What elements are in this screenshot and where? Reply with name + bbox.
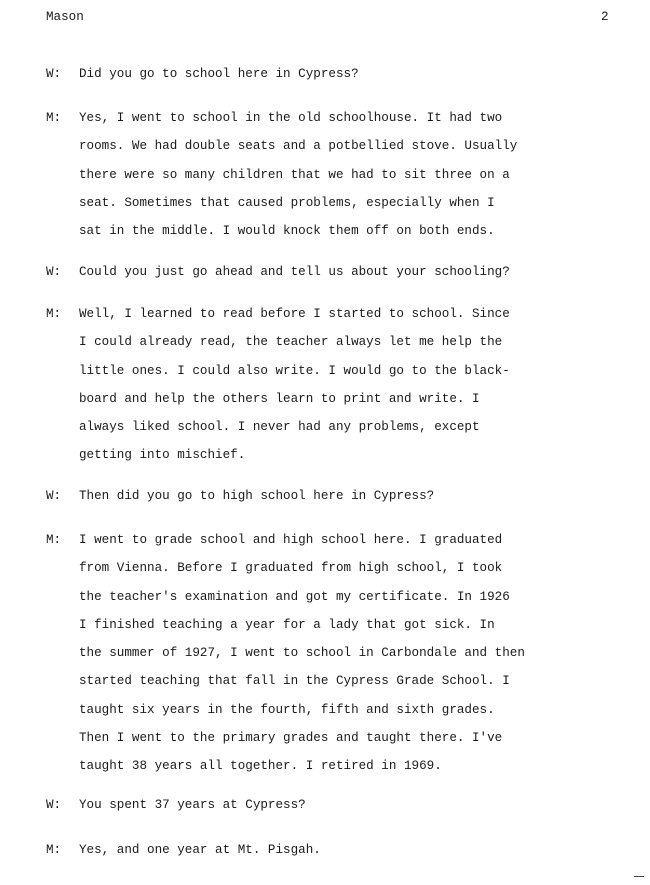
dialogue-line: Did you go to school here in Cypress? — [79, 67, 359, 81]
dialogue-line: Yes, and one year at Mt. Pisgah. — [79, 843, 321, 857]
dialogue-line: You spent 37 years at Cypress? — [79, 798, 306, 812]
page-number: 2 — [601, 10, 609, 24]
dialogue-line: the teacher's examination and got my certificate. In 1926 — [79, 589, 510, 604]
dialogue-line: always liked school. I never had any problems, except — [79, 420, 480, 435]
dialogue-turn — [46, 791, 606, 819]
dialogue-line: little ones. I could also write. I would go to the black- — [79, 363, 510, 378]
dialogue-line: sat in the middle. I would knock them off on both ends. — [79, 224, 495, 239]
header-name: Mason — [46, 10, 84, 24]
dialogue-line: the summer of 1927, I went to school in Carbondale and then — [79, 646, 525, 661]
dialogue-line: Yes, I went to school in the old schoolhouse. It had two — [79, 111, 503, 125]
dialogue-turn — [46, 482, 606, 510]
dialogue-line: started teaching that fall in the Cypress Grade School. I — [79, 674, 510, 689]
dialogue-line: board and help the others learn to print and write. I — [79, 391, 480, 406]
speaker-label: W: — [46, 265, 62, 279]
dialogue-line: taught 38 years all together. I retired in 1969. — [79, 759, 442, 774]
dialogue-turn — [46, 60, 606, 88]
dialogue-line: getting into mischief. — [79, 448, 246, 463]
speaker-label: W: — [46, 67, 62, 81]
dialogue-turn — [46, 526, 606, 781]
dialogue-line: I went to grade school and high school here. I graduated — [79, 533, 503, 547]
speaker-label: W: — [46, 489, 62, 503]
speaker-label: M: — [46, 533, 62, 547]
dialogue-line: seat. Sometimes that caused problems, especially when I — [79, 195, 495, 210]
dialogue-line: I could already read, the teacher always let me help the — [79, 335, 503, 350]
speaker-label: M: — [46, 111, 62, 125]
dialogue-turn — [46, 300, 606, 470]
dialogue-line: I finished teaching a year for a lady that got sick. In — [79, 617, 495, 632]
dialogue-line: taught six years in the fourth, fifth and sixth grades. — [79, 702, 495, 717]
dialogue-line: Then I went to the primary grades and taught there. I've — [79, 731, 503, 746]
speaker-label: M: — [46, 307, 62, 321]
dialogue-line: Well, I learned to read before I started to school. Since — [79, 307, 510, 321]
dialogue-line: Then did you go to high school here in Cypress? — [79, 489, 435, 503]
dialogue-turn — [46, 104, 606, 245]
dialogue-turn — [46, 258, 606, 286]
dialogue-line: from Vienna. Before I graduated from high school, I took — [79, 561, 503, 576]
dialogue-line: Could you just go ahead and tell us about your schooling? — [79, 265, 510, 279]
speaker-label: W: — [46, 798, 62, 812]
speaker-label: M: — [46, 843, 62, 857]
dialogue-line: rooms. We had double seats and a potbellied stove. Usually — [79, 139, 518, 154]
dialogue-line: there were so many children that we had to sit three on a — [79, 167, 510, 182]
dialogue-turn — [46, 836, 606, 864]
scan-mark — [634, 876, 644, 877]
